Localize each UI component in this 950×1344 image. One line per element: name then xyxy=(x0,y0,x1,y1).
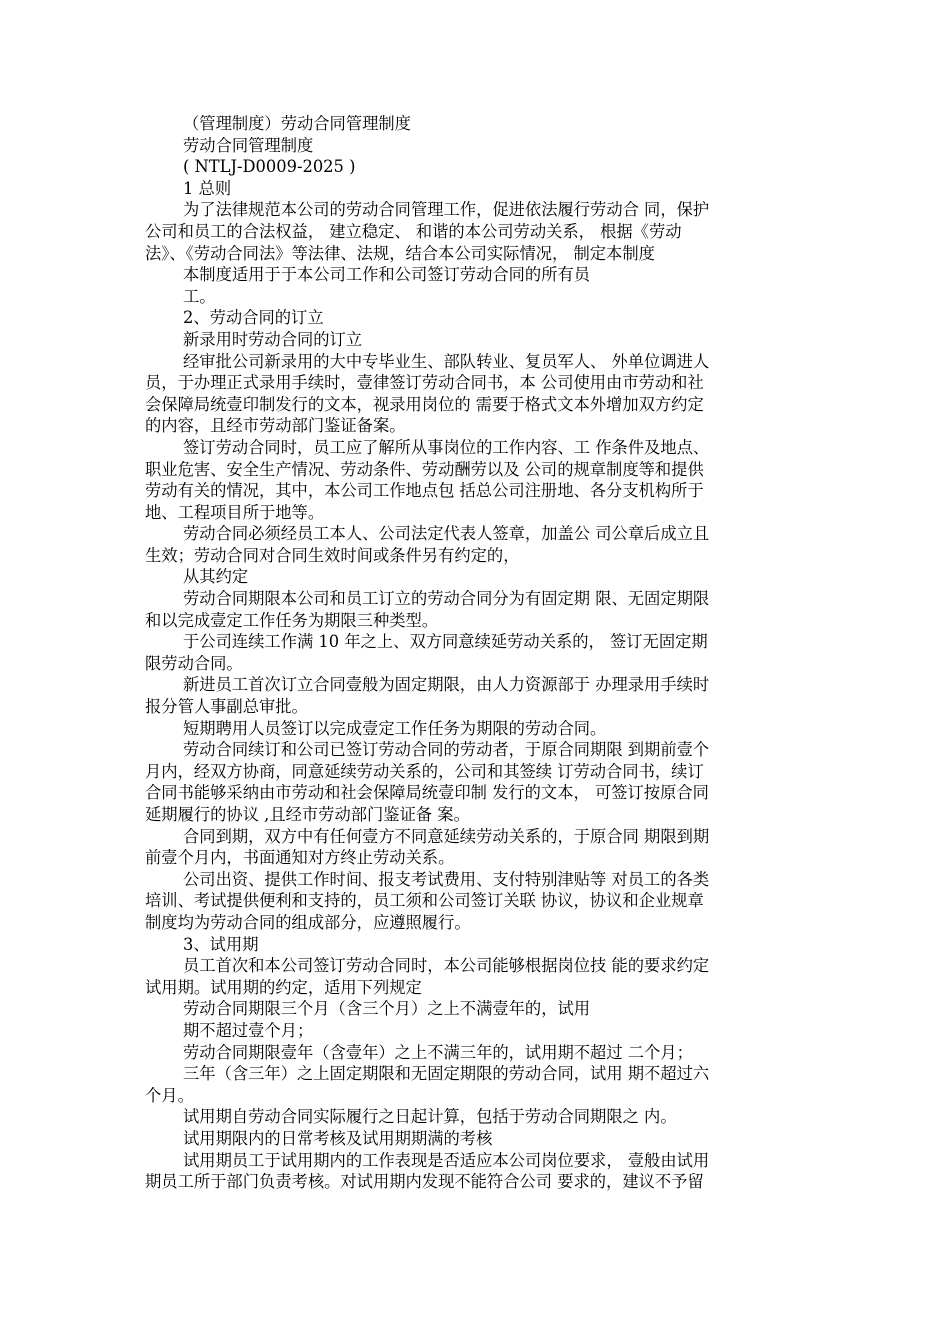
text-line: 公司出资、提供工作时间、报支考试费用、支付特别津贴等 对员工的各类 xyxy=(183,869,710,889)
text-line: 从其约定 xyxy=(183,567,249,587)
text-line: 1 总则 xyxy=(183,178,232,198)
text-line: 地、工程项目所于地等。 xyxy=(145,502,325,522)
text-line: 试用期限内的日常考核及试用期期满的考核 xyxy=(183,1128,493,1148)
text-line: 签订劳动合同时，员工应了解所从事岗位的工作内容、工 作条件及地点、 xyxy=(183,437,710,457)
text-line: 个月。 xyxy=(145,1085,194,1105)
text-line: 法》、《劳动合同法》等法律、法规，结合本公司实际情况， 制定本制度 xyxy=(145,243,655,263)
text-line: 3、试用期 xyxy=(183,934,259,954)
text-line: 三年（含三年）之上固定期限和无固定期限的劳动合同，试用 期不超过六 xyxy=(183,1064,710,1084)
text-line: 劳动合同必须经员工本人、公司法定代表人签章，加盖公 司公章后成立且 xyxy=(183,524,710,544)
text-line: 期员工所于部门负责考核。对试用期内发现不能符合公司 要求的，建议不予留 xyxy=(145,1172,704,1192)
text-line: 延期履行的协议 ,且经市劳动部门鉴证备 案。 xyxy=(145,805,470,824)
text-line: 新录用时劳动合同的订立 xyxy=(183,329,363,349)
text-line: 报分管人事副总审批。 xyxy=(145,697,308,717)
text-line: 生效；劳动合同对合同生效时间或条件另有约定的， xyxy=(145,545,520,565)
text-line: ( NTLJ-D0009-2025 ) xyxy=(183,157,356,177)
text-line: 本制度适用于于本公司工作和公司签订劳动合同的所有员 xyxy=(183,265,591,285)
text-line: 工。 xyxy=(183,286,216,306)
text-line: 劳动合同管理制度 xyxy=(183,135,314,155)
text-line: 劳动合同期限壹年（含壹年）之上不满三年的，试用期不超过 二个月； xyxy=(183,1042,693,1062)
text-line: 劳动合同续订和公司已签订劳动合同的劳动者，于原合同期限 到期前壹个 xyxy=(183,740,710,760)
text-line: 前壹个月内，书面通知对方终止劳动关系。 xyxy=(145,848,455,868)
text-line: 期不超过壹个月； xyxy=(183,1020,314,1040)
text-line: 劳动合同期限本公司和员工订立的劳动合同分为有固定期 限、无固定期限 xyxy=(183,589,710,609)
text-line: 限劳动合同。 xyxy=(145,653,243,673)
text-line: 试用期自劳动合同实际履行之日起计算，包括于劳动合同期限之 内。 xyxy=(183,1107,677,1127)
text-line: 制度均为劳动合同的组成部分，应遵照履行。 xyxy=(145,912,471,932)
text-line: 劳动合同期限三个月（含三个月）之上不满壹年的，试用 xyxy=(183,999,591,1019)
text-line: 试用期。试用期的约定，适用下列规定 xyxy=(145,977,422,997)
text-line: 经审批公司新录用的大中专毕业生、部队转业、复员军人、 外单位调进人 xyxy=(183,351,710,371)
text-line: 2、劳动合同的订立 xyxy=(183,308,324,328)
text-line: 职业危害、安全生产情况、劳动条件、劳动酬劳以及 公司的规章制度等和提供 xyxy=(145,459,704,479)
text-line: 新进员工首次订立合同壹般为固定期限，由人力资源部于 办理录用手续时 xyxy=(183,675,710,695)
text-line: 员，于办理正式录用手续时，壹律签订劳动合同书，本 公司使用由市劳动和社 xyxy=(145,373,704,393)
text-line: 试用期员工于试用期内的工作表现是否适应本公司岗位要求， 壹般由试用 xyxy=(183,1150,710,1170)
text-line: 合同书能够采纳由市劳动和社会保障局统壹印制 发行的文本， 可签订按原合同 xyxy=(145,783,709,803)
text-line: 的内容，且经市劳动部门鉴证备案。 xyxy=(145,416,406,436)
text-line: 月内，经双方协商，同意延续劳动关系的，公司和其签续 订劳动合同书，续订 xyxy=(145,761,704,781)
text-line: 和以完成壹定工作任务为期限三种类型。 xyxy=(145,610,439,630)
text-line: 会保障局统壹印制发行的文本，视录用岗位的 需要于格式文本外增加双方约定 xyxy=(145,394,704,414)
text-line: 于公司连续工作满 10 年之上、双方同意续延劳动关系的， 签订无固定期 xyxy=(183,632,708,652)
text-line: 公司和员工的合法权益， 建立稳定、 和谐的本公司劳动关系， 根据《劳动 xyxy=(145,221,682,241)
text-line: 合同到期，双方中有任何壹方不同意延续劳动关系的，于原合同 期限到期 xyxy=(183,826,710,846)
text-line: 员工首次和本公司签订劳动合同时，本公司能够根据岗位技 能的要求约定 xyxy=(183,956,710,976)
text-line: （管理制度）劳动合同管理制度 xyxy=(183,114,411,133)
text-line: 为了法律规范本公司的劳动合同管理工作，促进依法履行劳动合 同，保护 xyxy=(183,200,710,220)
text-line: 劳动有关的情况，其中，本公司工作地点包 括总公司注册地、各分支机构所于 xyxy=(145,481,704,501)
document-body xyxy=(145,113,805,1193)
text-line: 短期聘用人员签订以完成壹定工作任务为期限的劳动合同。 xyxy=(183,718,607,738)
text-line: 培训、考试提供便利和支持的，员工须和公司签订关联 协议，协议和企业规章 xyxy=(145,891,704,911)
